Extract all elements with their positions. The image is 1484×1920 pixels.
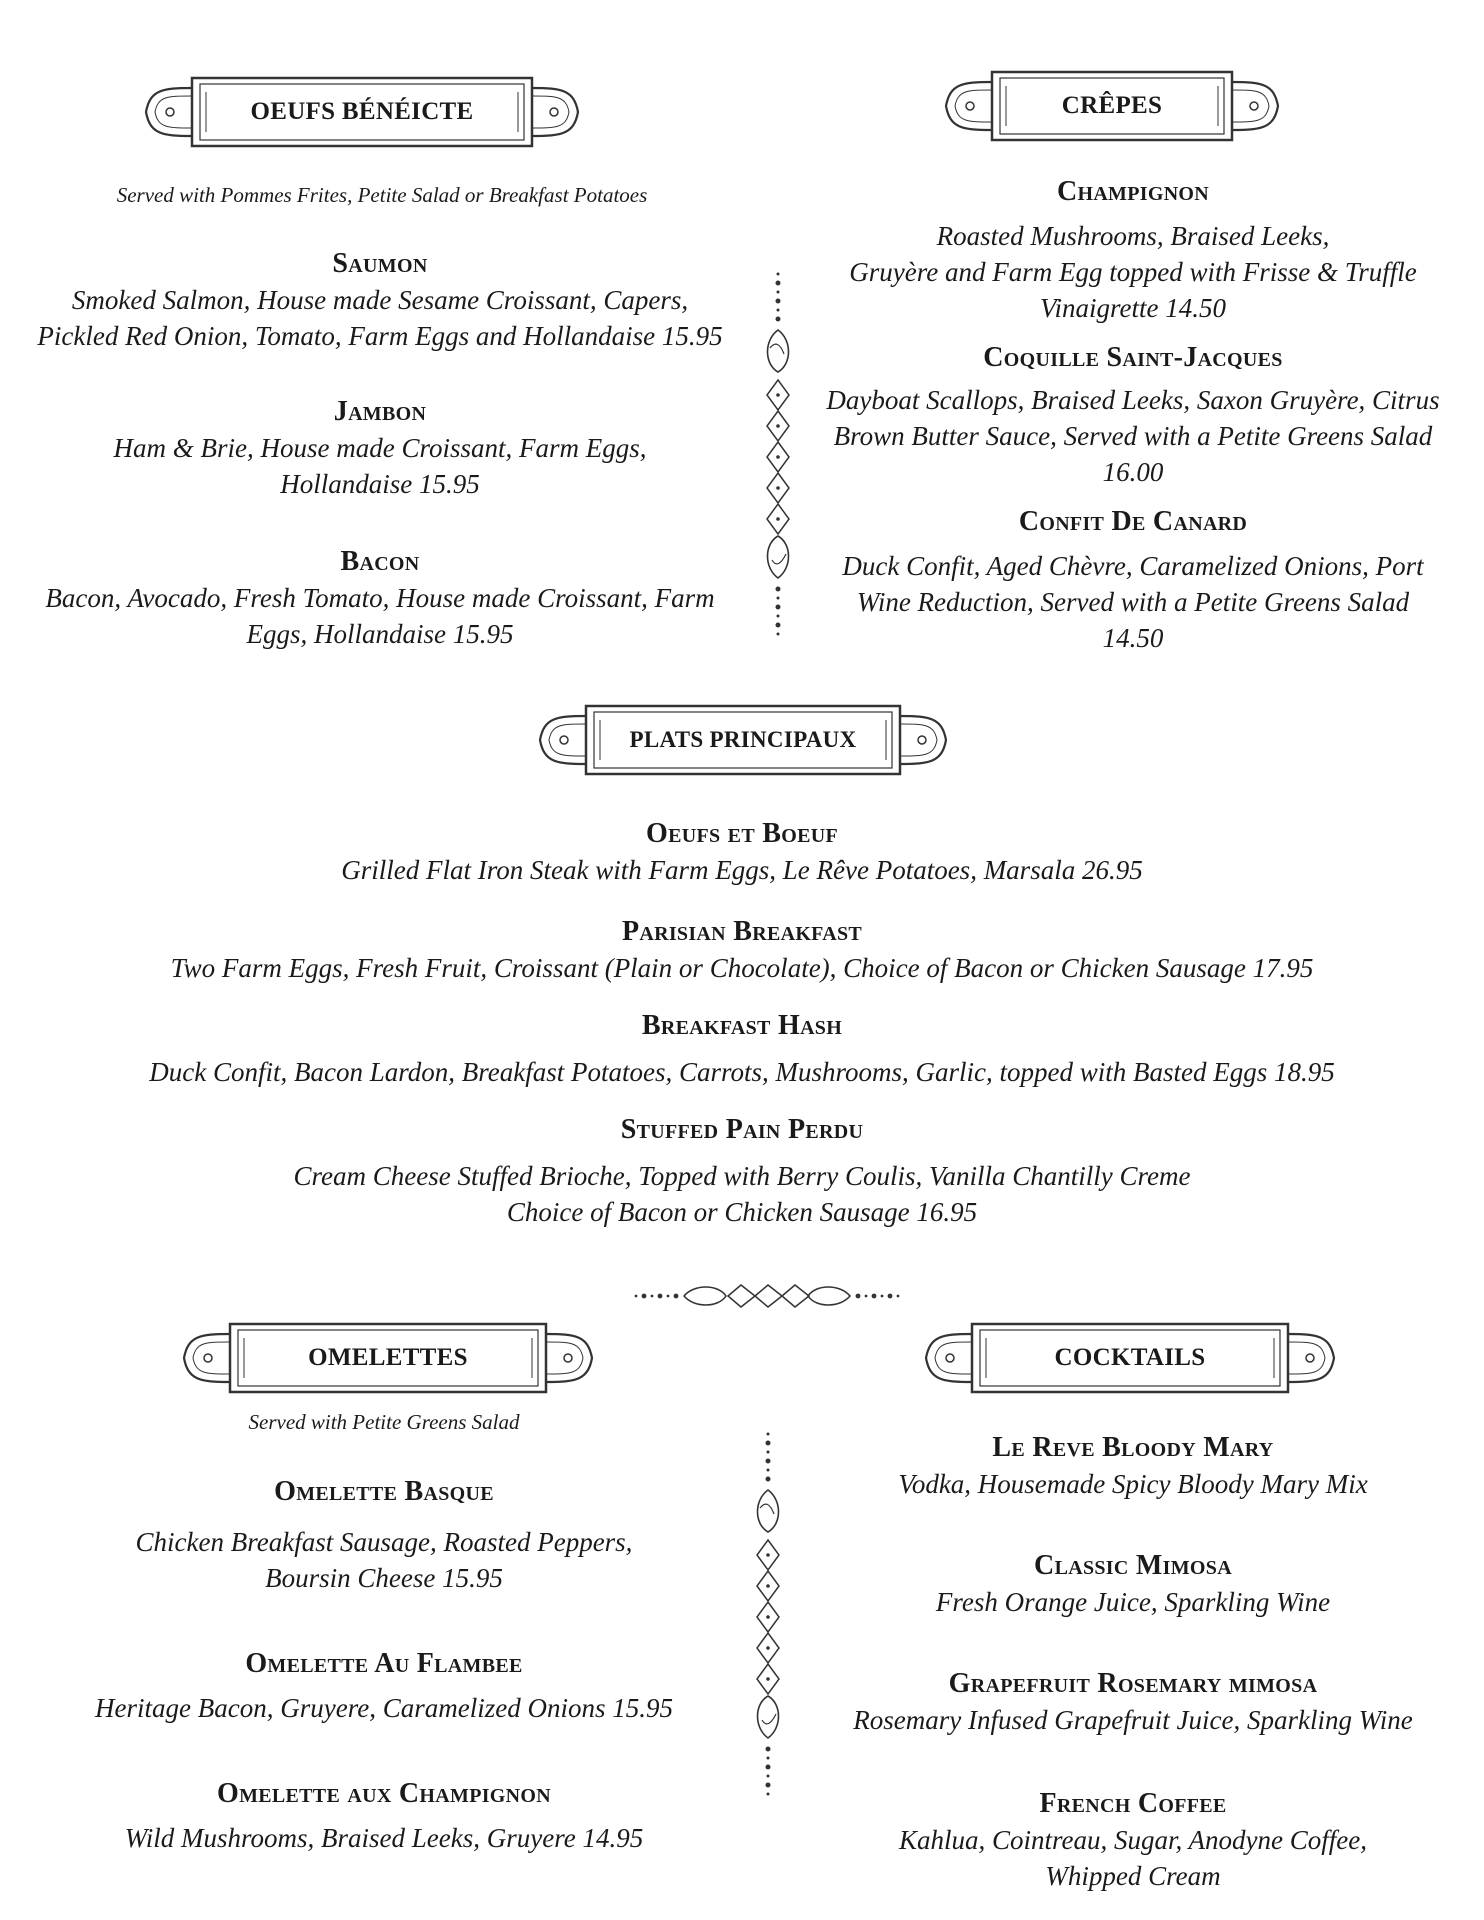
dish-name: Classic Mimosa	[1034, 1550, 1232, 1581]
dish-name: Oeufs et Boeuf	[645, 818, 838, 849]
dish-name: French Coffee	[1039, 1788, 1227, 1819]
menu-item	[0, 246, 760, 354]
dish-name: Jambon	[333, 396, 427, 427]
dish-description: Duck Confit, Bacon Lardon, Breakfast Potatoes, Carrots, Mushrooms, Garlic, topped with Basted Eggs 18.95	[149, 1057, 1335, 1087]
dish-description: Grilled Flat Iron Steak with Farm Eggs, Le Rêve Potatoes, Marsala 26.95	[341, 855, 1143, 885]
menu-item	[808, 340, 1458, 490]
section-title-crepes: CRÊPES	[1061, 92, 1163, 119]
dish-name: Confit De Canard	[1018, 506, 1248, 537]
dish-name: Champignon	[1056, 176, 1210, 207]
dish-name: Bacon	[340, 546, 420, 577]
menu-item	[0, 1646, 768, 1726]
dish-name: Grapefruit Rosemary mimosa	[948, 1668, 1318, 1699]
menu-item	[808, 1666, 1458, 1738]
menu-item	[0, 914, 1484, 986]
omelettes-note: Served with Petite Greens Salad	[248, 1410, 520, 1434]
dish-description: Kahlua, Cointreau, Sugar, Anodyne Coffee, Whipped Cream	[899, 1825, 1367, 1891]
dish-name: Parisian Breakfast	[621, 916, 863, 947]
dish-description: Chicken Breakfast Sausage, Roasted Peppers, Boursin Cheese 15.95	[135, 1527, 633, 1593]
dish-description: Wild Mushrooms, Braised Leeks, Gruyere 14.95	[124, 1823, 644, 1853]
dish-description: Heritage Bacon, Gruyere, Caramelized Onions 15.95	[95, 1693, 673, 1723]
menu-item	[0, 394, 760, 502]
dish-name: Stuffed Pain Perdu	[620, 1114, 864, 1145]
vertical-flourish-divider-icon	[748, 1428, 788, 1800]
horizontal-flourish-divider-icon	[632, 1276, 902, 1316]
section-title-plats: PLATS PRINCIPAUX	[629, 727, 857, 752]
dish-name: Omelette Au Flambee	[245, 1648, 523, 1679]
dish-name: Coquille Saint-Jacques	[983, 342, 1283, 373]
oeufs-note: Served with Pommes Frites, Petite Salad or Breakfast Potatoes	[116, 183, 648, 207]
plaque-crepes	[940, 66, 1284, 146]
dish-description: Smoked Salmon, House made Sesame Croissant, Capers, Pickled Red Onion, Tomato, Farm Eggs and Hollandaise 15.95	[37, 285, 723, 351]
menu-item	[0, 1776, 768, 1856]
menu-item	[0, 1008, 1484, 1090]
menu-item	[808, 1430, 1458, 1502]
dish-name: Le Reve Bloody Mary	[992, 1432, 1274, 1463]
dish-name: Breakfast Hash	[641, 1010, 843, 1041]
plaque-cocktails	[920, 1318, 1340, 1398]
menu-item	[808, 1548, 1458, 1620]
section-title-oeufs: OEUFS BÉNÉICTE	[250, 98, 474, 125]
menu-item	[808, 1786, 1458, 1894]
dish-description: Dayboat Scallops, Braised Leeks, Saxon Gruyère, Citrus Brown Butter Sauce, Served with a Petite Greens Salad 16.00	[826, 385, 1440, 487]
dish-description: Bacon, Avocado, Fresh Tomato, House made Croissant, Farm Eggs, Hollandaise 15.95	[45, 583, 715, 649]
dish-description: Vodka, Housemade Spicy Bloody Mary Mix	[898, 1469, 1368, 1499]
menu-item	[0, 1112, 1484, 1230]
plaque-omelettes	[178, 1318, 598, 1398]
menu-item	[0, 544, 760, 652]
dish-description: Fresh Orange Juice, Sparkling Wine	[935, 1587, 1331, 1617]
menu-item	[808, 174, 1458, 326]
menu-item	[808, 504, 1458, 656]
dish-name: Omelette aux Champignon	[216, 1778, 552, 1809]
menu-item	[0, 1474, 768, 1596]
section-title-cocktails: COCKTAILS	[1054, 1344, 1206, 1371]
vertical-flourish-divider-icon	[758, 268, 798, 640]
dish-description: Duck Confit, Aged Chèvre, Caramelized Onions, Port Wine Reduction, Served with a Petite Greens Salad 14.50	[842, 551, 1424, 653]
dish-description: Ham & Brie, House made Croissant, Farm Eggs, Hollandaise 15.95	[113, 433, 647, 499]
dish-description: Roasted Mushrooms, Braised Leeks, Gruyère and Farm Egg topped with Frisse & Truffle Vinaigrette 14.50	[849, 221, 1417, 323]
dish-description: Rosemary Infused Grapefruit Juice, Sparkling Wine	[853, 1705, 1413, 1735]
dish-name: Omelette Basque	[274, 1476, 494, 1507]
plaque-oeufs	[140, 72, 584, 152]
dish-name: Saumon	[332, 248, 428, 279]
section-title-omelettes: OMELETTES	[308, 1344, 468, 1371]
dish-description: Two Farm Eggs, Fresh Fruit, Croissant (Plain or Chocolate), Choice of Bacon or Chicken Sausage 17.95	[170, 953, 1314, 983]
dish-description: Cream Cheese Stuffed Brioche, Topped with Berry Coulis, Vanilla Chantilly Creme Choice of Bacon or Chicken Sausage 16.95	[293, 1161, 1191, 1227]
menu-item	[0, 816, 1484, 888]
plaque-plats	[534, 700, 952, 780]
